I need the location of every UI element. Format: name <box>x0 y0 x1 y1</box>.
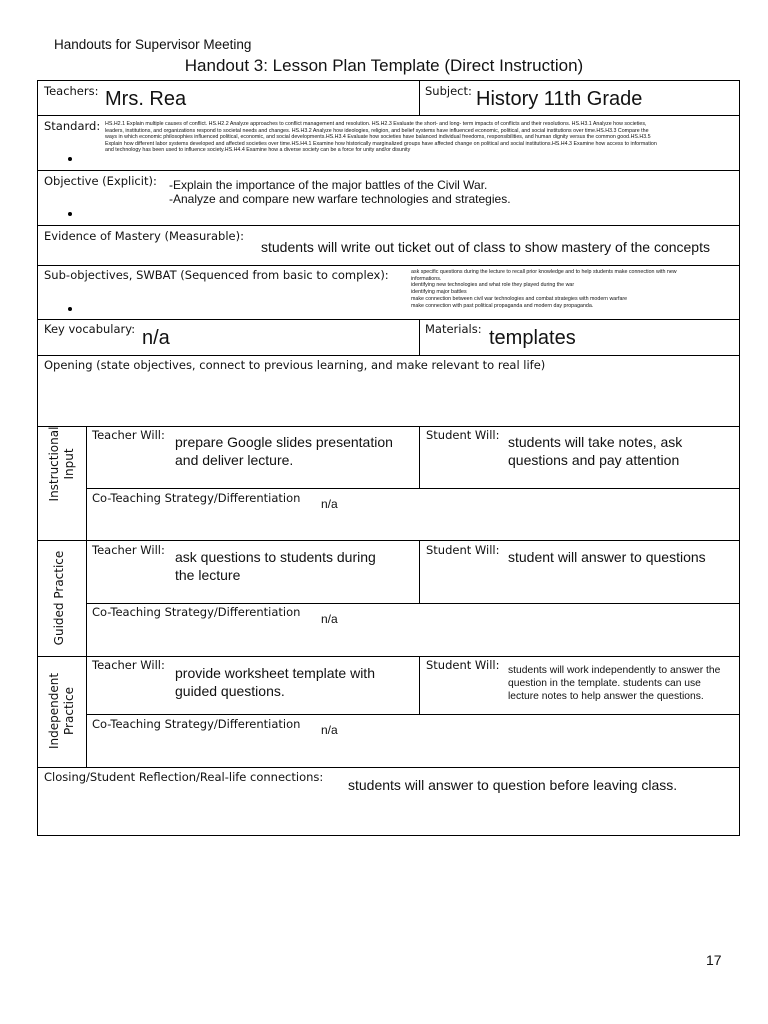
materials-label: Materials: <box>425 322 482 336</box>
opening-label: Opening (state objectives, connect to previous learning, and make relevant to real life) <box>44 358 546 372</box>
vocabulary-label: Key vocabulary: <box>44 322 136 336</box>
col-divider <box>419 426 420 488</box>
row-divider <box>38 656 739 657</box>
page-title: Handout 3: Lesson Plan Template (Direct Instruction) <box>184 56 584 75</box>
row-divider <box>38 170 739 171</box>
subject-label: Subject: <box>425 84 472 98</box>
row-divider <box>86 714 739 715</box>
guided-coteach-value: n/a <box>321 612 338 626</box>
guided-coteach-label: Co-Teaching Strategy/Differentiation <box>92 605 301 619</box>
vocabulary-value: n/a <box>142 327 170 349</box>
independent-student-label: Student Will: <box>426 658 500 672</box>
instructional-teacher-label: Teacher Will: <box>92 428 165 442</box>
closing-value: students will answer to question before leaving class. <box>348 777 678 793</box>
bullet-icon <box>68 157 72 161</box>
standard-label: Standard: <box>44 119 101 133</box>
row-divider <box>38 115 739 116</box>
col-divider <box>419 656 420 714</box>
row-divider <box>38 265 739 266</box>
row-divider <box>38 225 739 226</box>
col-divider <box>86 426 87 767</box>
objective-label: Objective (Explicit): <box>44 174 157 188</box>
independent-coteach-label: Co-Teaching Strategy/Differentiation <box>92 717 301 731</box>
subject-value: History 11th Grade <box>476 88 643 110</box>
teachers-label: Teachers: <box>44 84 99 98</box>
independent-coteach-value: n/a <box>321 723 338 737</box>
col-divider <box>419 81 420 115</box>
instructional-student-label: Student Will: <box>426 428 500 442</box>
page-number: 17 <box>706 952 722 968</box>
evidence-label: Evidence of Mastery (Measurable): <box>44 229 244 243</box>
col-divider <box>419 319 420 355</box>
row-divider <box>86 488 739 489</box>
row-divider <box>38 426 739 427</box>
lesson-plan-table <box>37 80 740 836</box>
row-divider <box>38 319 739 320</box>
row-divider <box>38 540 739 541</box>
handout-header: Handouts for Supervisor Meeting <box>54 37 252 52</box>
independent-practice-section-label: Independent Practice <box>47 672 76 750</box>
col-divider <box>419 540 420 603</box>
row-divider <box>86 603 739 604</box>
bullet-icon <box>68 307 72 311</box>
evidence-value: students will write out ticket out of class to show mastery of the concepts <box>261 239 710 255</box>
guided-teacher-label: Teacher Will: <box>92 543 165 557</box>
instructional-coteach-value: n/a <box>321 497 338 511</box>
guided-student-text: student will answer to questions <box>508 549 706 565</box>
instructional-student-text: students will take notes, ask questions and pay attention <box>508 434 683 468</box>
subobjectives-text: ask specific questions during the lecture to recall prior knowledge and to help students make connection with new informations. identifying new technologies and what role they played during the war identifying major battles make connection between civil war technologies and combat strategies with modern warfare make connection with past political propaganda and modern day propaganda. <box>411 269 677 309</box>
teachers-value: Mrs. Rea <box>105 88 187 110</box>
guided-teacher-text: ask questions to students during the lecture <box>175 549 376 583</box>
objective-text: -Explain the importance of the major battles of the Civil War. -Analyze and compare new warfare technologies and strategies. <box>169 178 511 206</box>
instructional-coteach-label: Co-Teaching Strategy/Differentiation <box>92 491 301 505</box>
instructional-input-section-label: Instructional Input <box>47 426 76 502</box>
guided-practice-section-label: Guided Practice <box>52 550 66 646</box>
independent-teacher-text: provide worksheet template with guided questions. <box>175 665 375 699</box>
independent-student-text: students will work independently to answer the question in the template. students can use lecture notes to help answer the questions. <box>508 665 721 702</box>
closing-label: Closing/Student Reflection/Real-life connections: <box>44 770 324 784</box>
guided-student-label: Student Will: <box>426 543 500 557</box>
row-divider <box>38 355 739 356</box>
subobjectives-label: Sub-objectives, SWBAT (Sequenced from basic to complex): <box>44 268 389 282</box>
row-divider <box>38 767 739 768</box>
standard-text: HS.H2.1 Explain multiple causes of conflict. HS.H2.2 Analyze approaches to conflict management and resolution. HS.H2.3 Evaluate the short- and long- term impacts of conflicts and their resolutions. HS.H3.1 Analyze how societies, leaders, institutions, and organizations respond to societal needs and changes. HS.H3.2 Analyze how ideologies, religion, and belief systems have influenced economic, political, and social institutions over time.HS.H3.3 Compare the ways in which economic philosophies influenced political, economic, and social developments.HS.H3.4 Evaluate how societies have balanced individual freedoms, responsibilities, and human dignity versus the common good.HS.H3.5 Explain how different labor systems developed and affected societies over time.HS.H4.1 Examine how historically marginalized groups have affected change on political and social institutions.HS.H4.3 Examine how access to information and technology has been used to influence society.HS.H4.4 Examine how a diverse society can be a force for unity and/or disunity <box>105 121 657 154</box>
bullet-icon <box>68 212 72 216</box>
instructional-teacher-text: prepare Google slides presentation and deliver lecture. <box>175 434 393 468</box>
independent-teacher-label: Teacher Will: <box>92 658 165 672</box>
materials-value: templates <box>489 327 576 349</box>
